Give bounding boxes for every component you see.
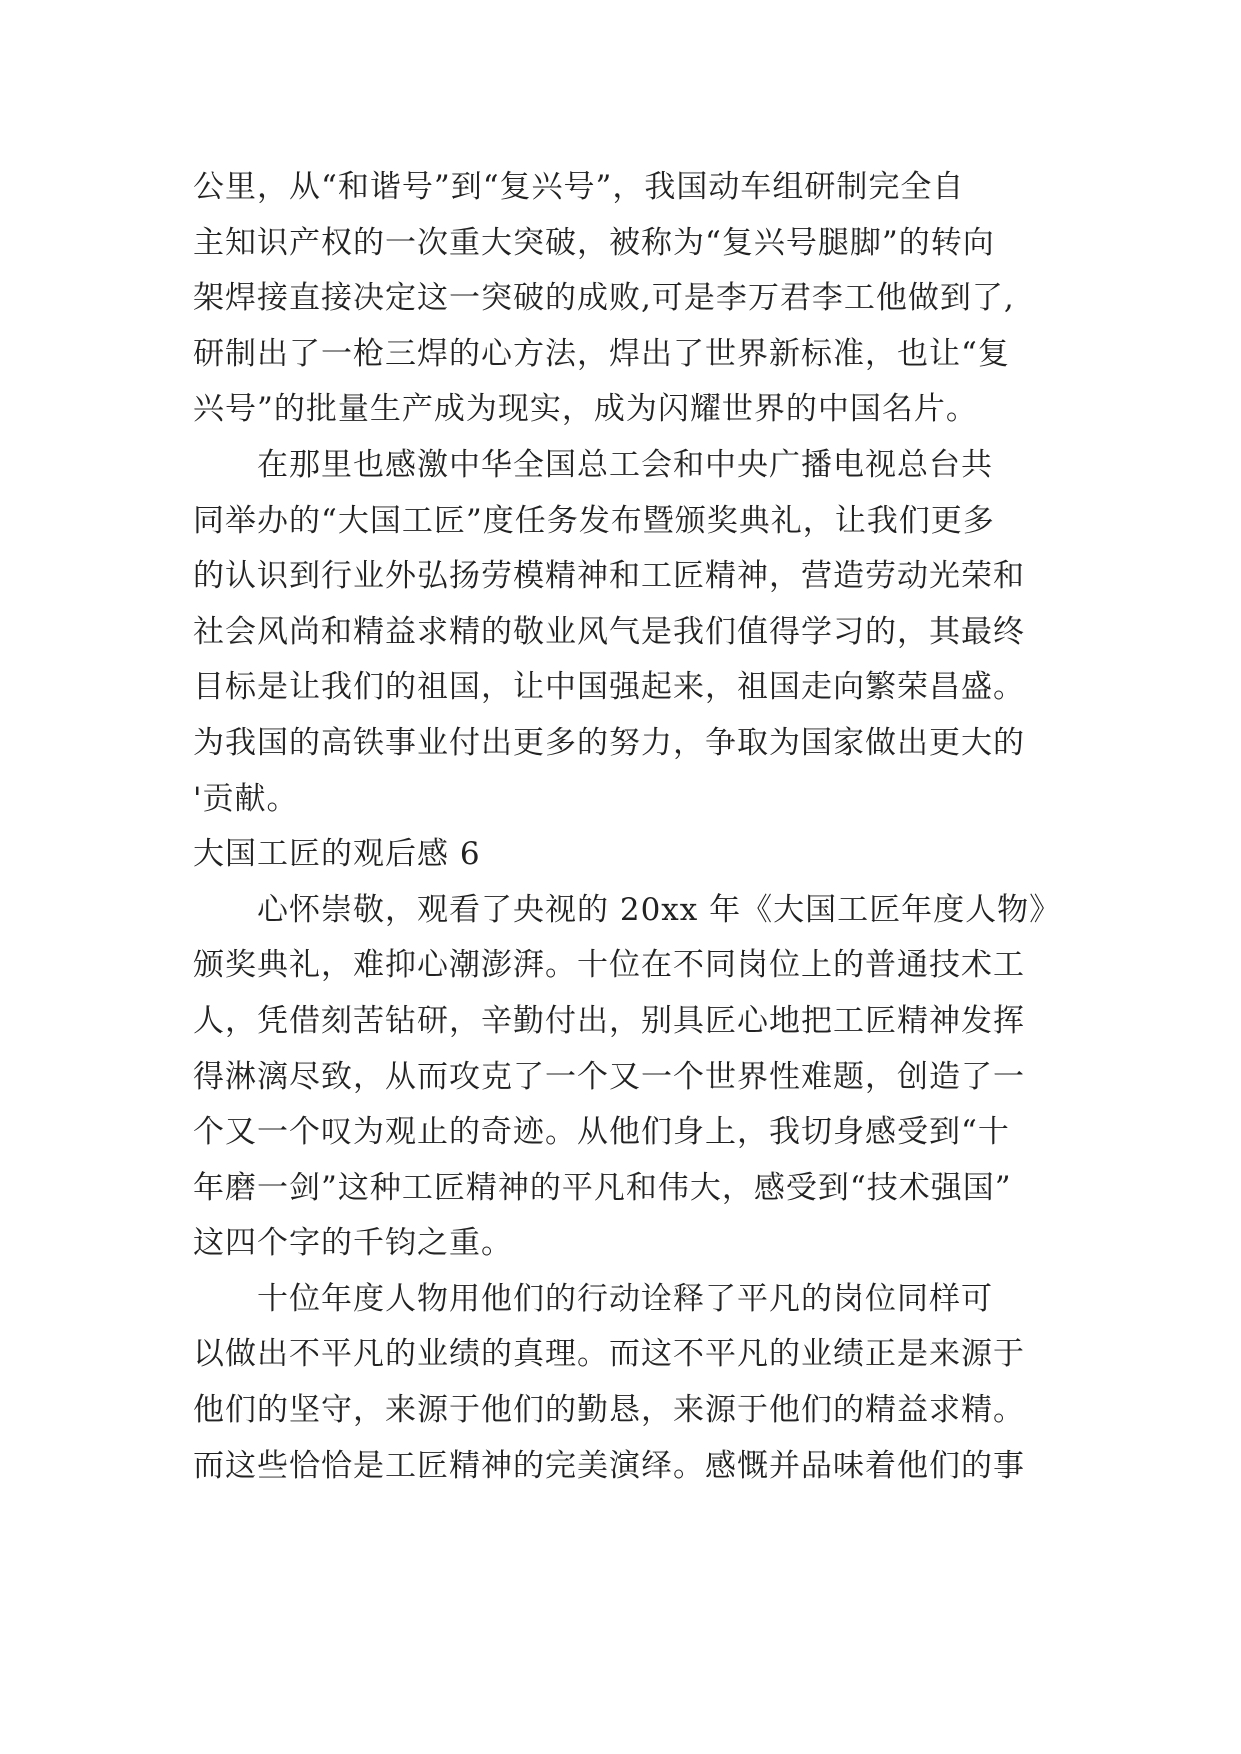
paragraph-first-line: 在那里也感激中华全国总工会和中央广播电视总台共 [257,446,993,483]
text-line: 主知识产权的一次重大突破，被称为“复兴号腿脚”的转向 [193,224,995,261]
paragraph-first-line: 心怀崇敬，观看了央视的 20xx 年《大国工匠年度人物》 [257,891,1062,928]
text-line: 他们的坚守，来源于他们的勤恳，来源于他们的精益求精。 [193,1392,1025,1429]
text-line: 以做出不平凡的业绩的真理。而这不平凡的业绩正是来源于 [193,1336,1025,1373]
text-line: 公里，从“和谐号”到“复兴号”，我国动车组研制完全自 [193,169,965,205]
text-line: 研制出了一枪三焊的心方法，焊出了世界新标准，也让“复 [193,335,1010,372]
text-line: 年磨一剑”这种工匠精神的平凡和伟大，感受到“技术强国” [193,1169,1012,1206]
text-line: '贡献。 [193,780,299,817]
text-line: 颁奖典礼，难抑心潮澎湃。十位在不同岗位上的普通技术工 [193,947,1025,984]
text-line: 的认识到行业外弘扬劳模精神和工匠精神，营造劳动光荣和 [193,558,1025,595]
text-line: 同举办的“大国工匠”度任务发布暨颁奖典礼，让我们更多 [193,502,995,539]
text-line: 人，凭借刻苦钻研，辛勤付出，别具匠心地把工匠精神发挥 [193,1002,1025,1039]
text-line: 个又一个叹为观止的奇迹。从他们身上，我切身感受到“十 [193,1114,1010,1151]
paragraph-first-line: 十位年度人物用他们的行动诠释了平凡的岗位同样可 [257,1280,993,1317]
section-heading: 大国工匠的观后感 6 [193,836,481,873]
text-line: 社会风尚和精益求精的敬业风气是我们值得学习的，其最终 [193,613,1025,650]
text-line: 而这些恰恰是工匠精神的完美演绎。感慨并品味着他们的事 [193,1447,1025,1484]
text-line: 这四个字的千钧之重。 [193,1225,513,1262]
text-line: 兴号”的批量生产成为现实，成为闪耀世界的中国名片。 [193,391,978,428]
document-body [193,160,1093,1494]
text-line: 目标是让我们的祖国，让中国强起来，祖国走向繁荣昌盛。 [193,669,1025,706]
text-line: 架焊接直接决定这一突破的成败,可是李万君李工他做到了, [193,280,1015,317]
text-line: 为我国的高铁事业付出更多的努力，争取为国家做出更大的 [193,724,1025,761]
text-line: 得淋漓尽致，从而攻克了一个又一个世界性难题，创造了一 [193,1058,1025,1095]
